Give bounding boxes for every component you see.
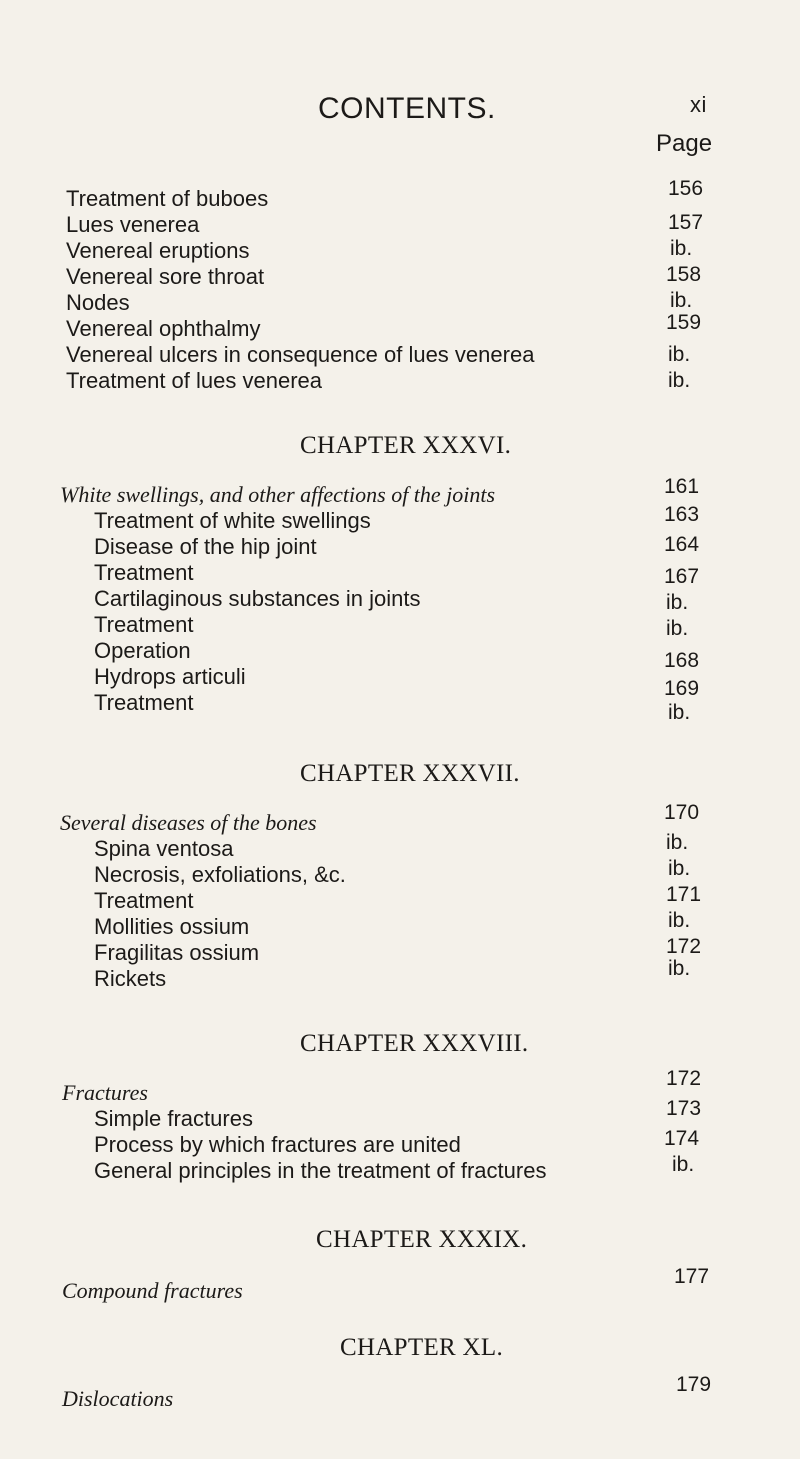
section-heading-text: Dislocations (62, 1386, 174, 1411)
toc-entry-text: Necrosis, exfoliations, &c. (94, 862, 346, 887)
toc-entry (0, 664, 800, 700)
chapter-heading: CHAPTER XXXVII. (300, 760, 520, 787)
folio-number: xi (690, 92, 707, 117)
toc-entry-page: ib. (666, 831, 689, 854)
toc-entry-page: ib. (666, 617, 689, 640)
chapter-heading: CHAPTER XXXVIII. (300, 1030, 529, 1057)
toc-entry (0, 534, 800, 560)
toc-entry-text: Lues venerea (66, 212, 200, 237)
toc-entry (0, 560, 800, 586)
chapter-heading: CHAPTER XXXIX. (316, 1226, 528, 1253)
toc-entry (0, 342, 800, 368)
toc-entry (0, 177, 800, 212)
toc-entry-page: ib. (670, 289, 693, 312)
toc-entry-page: ib. (668, 701, 691, 724)
toc-entry-text: Nodes (66, 290, 130, 315)
toc-entry (0, 503, 800, 534)
toc-entry-page: ib. (668, 369, 691, 392)
toc-entry-text: Operation (94, 638, 191, 663)
toc-entry-page: 169 (664, 677, 700, 700)
toc-entry-text: Treatment (94, 888, 194, 913)
toc-entry-text: Treatment (94, 690, 194, 715)
toc-entry-text: Treatment of buboes (66, 186, 269, 211)
running-title: CONTENTS. (318, 92, 496, 125)
toc-entry-page: 157 (668, 211, 704, 234)
toc-entry (0, 1153, 800, 1184)
toc-entry-page: 159 (666, 311, 702, 334)
toc-entry-text: Treatment (94, 560, 194, 585)
toc-entry-page: 164 (664, 533, 700, 556)
toc-entry-text: Venereal sore throat (66, 264, 265, 289)
toc-entry-page: 171 (666, 883, 702, 906)
toc-entry-page: 170 (664, 801, 700, 824)
toc-entry-page: 163 (664, 503, 700, 526)
toc-entry (0, 690, 800, 724)
toc-entry-text: Disease of the hip joint (94, 534, 317, 559)
chapter-heading: CHAPTER XXXVI. (300, 432, 512, 459)
toc-entry-text: Spina ventosa (94, 836, 234, 861)
toc-entry-page: ib. (670, 237, 693, 260)
toc-entry-text: Hydrops articuli (94, 664, 246, 689)
toc-entry-text: Treatment of lues venerea (66, 368, 322, 393)
toc-entry-page: 161 (664, 475, 700, 498)
toc-entry-page: 172 (666, 1067, 702, 1090)
toc-entry-text: Venereal ulcers in consequence of lues venerea (66, 342, 535, 367)
section-heading (0, 1373, 800, 1412)
toc-entry (0, 368, 800, 394)
toc-entry-text: Rickets (94, 966, 167, 991)
toc-entry-page: ib. (666, 591, 689, 614)
toc-entry-page: 168 (664, 649, 700, 672)
section-heading-text: Fractures (62, 1080, 148, 1105)
toc-entry-text: Treatment (94, 612, 194, 637)
toc-entry-page: 177 (674, 1265, 710, 1288)
toc-entry (0, 957, 800, 992)
toc-entry (0, 238, 800, 264)
toc-entry-page: ib. (668, 909, 691, 932)
section-heading-text: Several diseases of the bones (60, 810, 317, 835)
toc-entry-page: 179 (676, 1373, 712, 1396)
toc-entry-page: ib. (668, 343, 691, 366)
toc-entry (0, 612, 800, 638)
toc-entry-page: 174 (664, 1127, 700, 1150)
toc-entry-text: General principles in the treatment of fractures (94, 1158, 547, 1183)
toc-entry-text: Venereal ophthalmy (66, 316, 261, 341)
toc-entry (0, 264, 800, 290)
toc-entry (0, 212, 800, 238)
toc-entry-text: Simple fractures (94, 1106, 253, 1131)
section-heading (0, 1265, 800, 1304)
toc-entry-page: 158 (666, 263, 702, 286)
toc-entry-page: ib. (672, 1153, 695, 1176)
toc-entry-text: Fragilitas ossium (94, 940, 260, 965)
toc-entry-page: 173 (666, 1097, 702, 1120)
toc-entry-text: Cartilaginous substances in joints (94, 586, 421, 611)
toc-entry-text: Process by which fractures are united (94, 1132, 461, 1157)
toc-entry (0, 311, 800, 342)
toc-entry-text: Mollities ossium (94, 914, 250, 939)
toc-entry-page: 156 (668, 177, 704, 200)
toc-entry (0, 638, 800, 672)
section-heading-text: White swellings, and other affections of the joints (60, 482, 496, 507)
toc-entry-page: 172 (666, 935, 702, 958)
chapter-heading: CHAPTER XL. (340, 1334, 504, 1361)
toc-entry (0, 586, 800, 612)
section-heading-text: Compound fractures (62, 1278, 243, 1303)
toc-entry-page: ib. (668, 857, 691, 880)
toc-entry-page: ib. (668, 957, 691, 980)
toc-entry-text: Venereal eruptions (66, 238, 250, 263)
toc-entry-text: Treatment of white swellings (94, 508, 371, 533)
toc-entry-page: 167 (664, 565, 700, 588)
page-column-label: Page (656, 130, 713, 157)
